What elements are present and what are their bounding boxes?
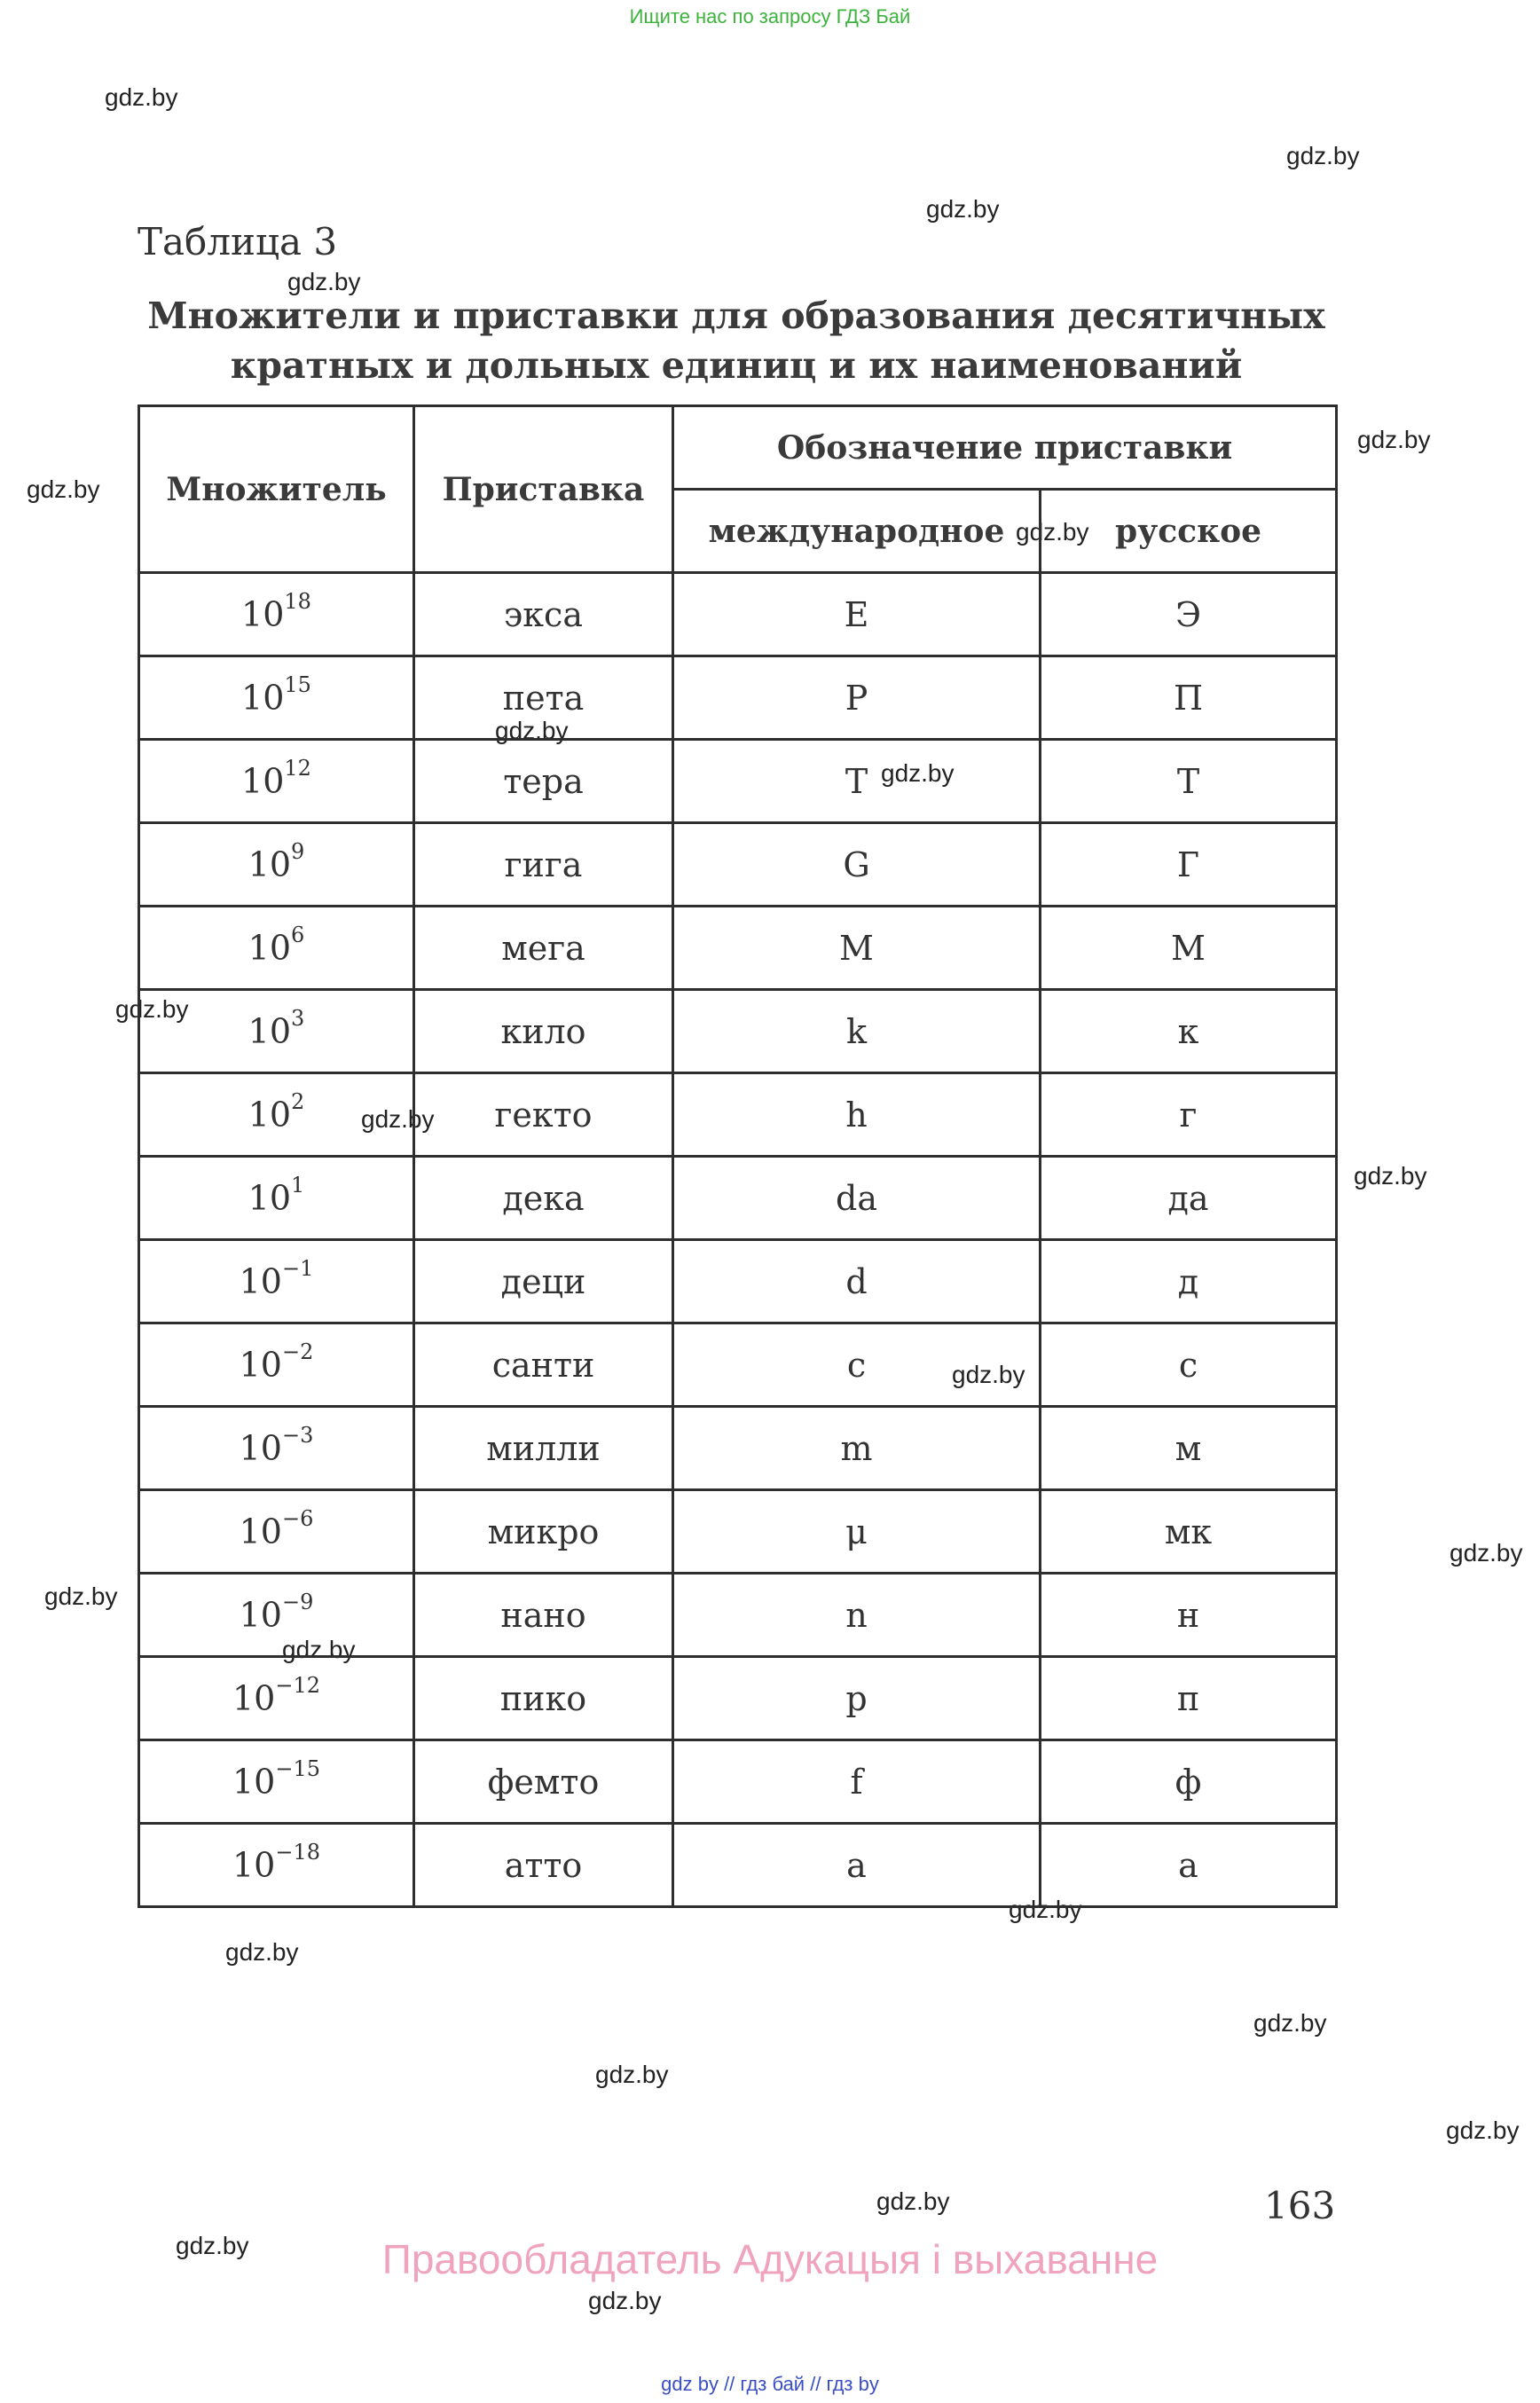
intl-symbol-cell: P [673, 656, 1041, 740]
intl-symbol-cell: T [673, 740, 1041, 823]
table-row [139, 1323, 1337, 1407]
intl-symbol-cell: G [673, 823, 1041, 907]
multiplier-exponent: −18 [275, 1840, 320, 1865]
rus-symbol-cell: м [1041, 1407, 1337, 1490]
multiplier-exponent: −3 [281, 1423, 314, 1449]
table-row [139, 1407, 1337, 1490]
rus-symbol-cell: да [1041, 1157, 1337, 1240]
watermark: gdz.by [1354, 1162, 1427, 1190]
multiplier-cell [139, 1574, 414, 1657]
rus-symbol-cell: мк [1041, 1490, 1337, 1574]
multiplier-exponent: 1 [291, 1173, 305, 1198]
watermark: gdz.by [1357, 426, 1431, 453]
header-international: международное [673, 490, 1041, 573]
rus-symbol-cell: с [1041, 1323, 1337, 1407]
multiplier-cell [139, 573, 414, 656]
rus-symbol-cell: а [1041, 1824, 1337, 1907]
multiplier-base: 10 [239, 1261, 282, 1301]
intl-symbol-cell: da [673, 1157, 1041, 1240]
prefix-cell: гекто [414, 1073, 673, 1157]
multiplier-exponent: 18 [284, 589, 311, 615]
multiplier-exponent: −2 [281, 1339, 314, 1365]
intl-symbol-cell: m [673, 1407, 1041, 1490]
multiplier-cell [139, 1073, 414, 1157]
watermark: gdz.by [1009, 1896, 1082, 1923]
multiplier-cell [139, 1740, 414, 1824]
header-multiplier: Множитель [139, 406, 414, 573]
multiplier-cell [139, 740, 414, 823]
multiplier-cell [139, 1824, 414, 1907]
watermark: gdz.by [595, 2061, 669, 2088]
prefix-cell: кило [414, 990, 673, 1073]
table-row [139, 1657, 1337, 1740]
table-row [139, 1240, 1337, 1323]
header-designation: Обозначение приставки [673, 406, 1337, 490]
table-row [139, 1740, 1337, 1824]
intl-symbol-cell: c [673, 1323, 1041, 1407]
multiplier-cell [139, 1240, 414, 1323]
watermark: gdz.by [926, 195, 1000, 223]
multiplier-exponent: 9 [291, 839, 305, 865]
multiplier-base: 10 [239, 1345, 282, 1385]
prefix-cell: пета [414, 656, 673, 740]
watermark: gdz.by [1286, 142, 1360, 169]
prefix-cell: милли [414, 1407, 673, 1490]
watermark: gdz.by [176, 2232, 249, 2259]
multiplier-exponent: −15 [275, 1756, 320, 1782]
multiplier-cell [139, 1157, 414, 1240]
prefix-table [138, 404, 1338, 1908]
table-row [139, 740, 1337, 823]
heading-line-2: кратных и дольных единиц и их наименований [230, 344, 1243, 387]
watermark: gdz.by [1450, 1539, 1523, 1567]
rus-symbol-cell: к [1041, 990, 1337, 1073]
prefix-cell: дека [414, 1157, 673, 1240]
multiplier-base: 10 [248, 844, 292, 884]
prefix-cell: санти [414, 1323, 673, 1407]
table-row [139, 907, 1337, 990]
rights-holder: Правообладатель Адукацыя і выхаванне [381, 2236, 1159, 2282]
watermark: gdz.by [44, 1582, 118, 1610]
watermark: gdz.by [1446, 2116, 1520, 2144]
multiplier-exponent: −6 [281, 1506, 314, 1532]
multiplier-base: 10 [232, 1845, 276, 1885]
table-row [139, 1490, 1337, 1574]
table-row [139, 656, 1337, 740]
multiplier-base: 10 [239, 1428, 282, 1468]
multiplier-exponent: 2 [291, 1089, 305, 1115]
intl-symbol-cell: M [673, 907, 1041, 990]
header-prefix: Приставка [414, 406, 673, 573]
table-row [139, 990, 1337, 1073]
rus-symbol-cell: н [1041, 1574, 1337, 1657]
watermark: gdz.by [1253, 2009, 1327, 2037]
watermark: gdz.by [361, 1105, 435, 1133]
prefix-cell: деци [414, 1240, 673, 1323]
multiplier-cell [139, 823, 414, 907]
watermark: gdz.by [495, 717, 569, 744]
watermark: gdz.by [282, 1636, 356, 1663]
multiplier-cell [139, 907, 414, 990]
watermark: gdz.by [105, 83, 178, 111]
rus-symbol-cell: П [1041, 656, 1337, 740]
prefix-cell: фемто [414, 1740, 673, 1824]
intl-symbol-cell: E [673, 573, 1041, 656]
multiplier-cell [139, 656, 414, 740]
prefix-cell: гига [414, 823, 673, 907]
table-label: Таблица 3 [138, 220, 338, 263]
table-row [139, 1574, 1337, 1657]
watermark: gdz.by [876, 2187, 950, 2215]
rus-symbol-cell: Г [1041, 823, 1337, 907]
watermark: gdz.by [881, 759, 955, 787]
multiplier-base: 10 [241, 761, 285, 801]
multiplier-base: 10 [232, 1678, 276, 1718]
multiplier-base: 10 [241, 678, 285, 718]
prefix-cell: пико [414, 1657, 673, 1740]
multiplier-cell [139, 1407, 414, 1490]
multiplier-cell [139, 1323, 414, 1407]
multiplier-exponent: −1 [281, 1256, 314, 1282]
footer-links[interactable]: gdz by // гдз бай // гдз by [661, 2373, 879, 2395]
intl-symbol-cell: p [673, 1657, 1041, 1740]
watermark: gdz.by [115, 995, 189, 1023]
intl-symbol-cell: f [673, 1740, 1041, 1824]
rus-symbol-cell: Т [1041, 740, 1337, 823]
prefix-cell: микро [414, 1490, 673, 1574]
prefix-cell: мега [414, 907, 673, 990]
multiplier-base: 10 [239, 1595, 282, 1635]
rus-symbol-cell: М [1041, 907, 1337, 990]
table-row [139, 823, 1337, 907]
multiplier-base: 10 [248, 1095, 292, 1135]
multiplier-exponent: −12 [275, 1673, 320, 1699]
watermark: gdz.by [287, 268, 361, 295]
table-row [139, 573, 1337, 656]
multiplier-cell [139, 990, 414, 1073]
intl-symbol-cell: k [673, 990, 1041, 1073]
multiplier-cell [139, 1657, 414, 1740]
multiplier-base: 10 [248, 928, 292, 968]
rus-symbol-cell: г [1041, 1073, 1337, 1157]
prefix-cell: нано [414, 1574, 673, 1657]
header-russian: русское [1041, 490, 1337, 573]
multiplier-exponent: 3 [291, 1006, 305, 1032]
watermark: gdz.by [27, 475, 100, 503]
intl-symbol-cell: d [673, 1240, 1041, 1323]
multiplier-base: 10 [248, 1011, 292, 1051]
multiplier-base: 10 [239, 1512, 282, 1551]
rus-symbol-cell: Э [1041, 573, 1337, 656]
intl-symbol-cell: h [673, 1073, 1041, 1157]
multiplier-base: 10 [232, 1762, 276, 1802]
multiplier-exponent: 15 [284, 672, 311, 698]
prefix-cell: экса [414, 573, 673, 656]
table-row [139, 1824, 1337, 1907]
page-number: 163 [1264, 2184, 1336, 2227]
intl-symbol-cell: n [673, 1574, 1041, 1657]
prefix-cell: атто [414, 1824, 673, 1907]
table-row [139, 1073, 1337, 1157]
heading-line-1: Множители и приставки для образования десятичных [147, 294, 1325, 337]
top-banner[interactable]: Ищите нас по запросу ГДЗ Бай [629, 5, 911, 27]
rus-symbol-cell: п [1041, 1657, 1337, 1740]
multiplier-base: 10 [248, 1178, 292, 1218]
multiplier-exponent: 6 [291, 923, 305, 948]
intl-symbol-cell: μ [673, 1490, 1041, 1574]
multiplier-cell [139, 1490, 414, 1574]
multiplier-exponent: −9 [281, 1590, 314, 1615]
multiplier-base: 10 [241, 594, 285, 634]
watermark: gdz.by [225, 1938, 299, 1966]
rus-symbol-cell: ф [1041, 1740, 1337, 1824]
table-row [139, 1157, 1337, 1240]
multiplier-exponent: 12 [284, 756, 311, 781]
prefix-cell: тера [414, 740, 673, 823]
intl-symbol-cell: a [673, 1824, 1041, 1907]
rus-symbol-cell: д [1041, 1240, 1337, 1323]
table-heading [138, 291, 1335, 390]
watermark: gdz.by [952, 1361, 1025, 1388]
watermark: gdz.by [588, 2287, 662, 2314]
watermark: gdz.by [1016, 518, 1089, 546]
